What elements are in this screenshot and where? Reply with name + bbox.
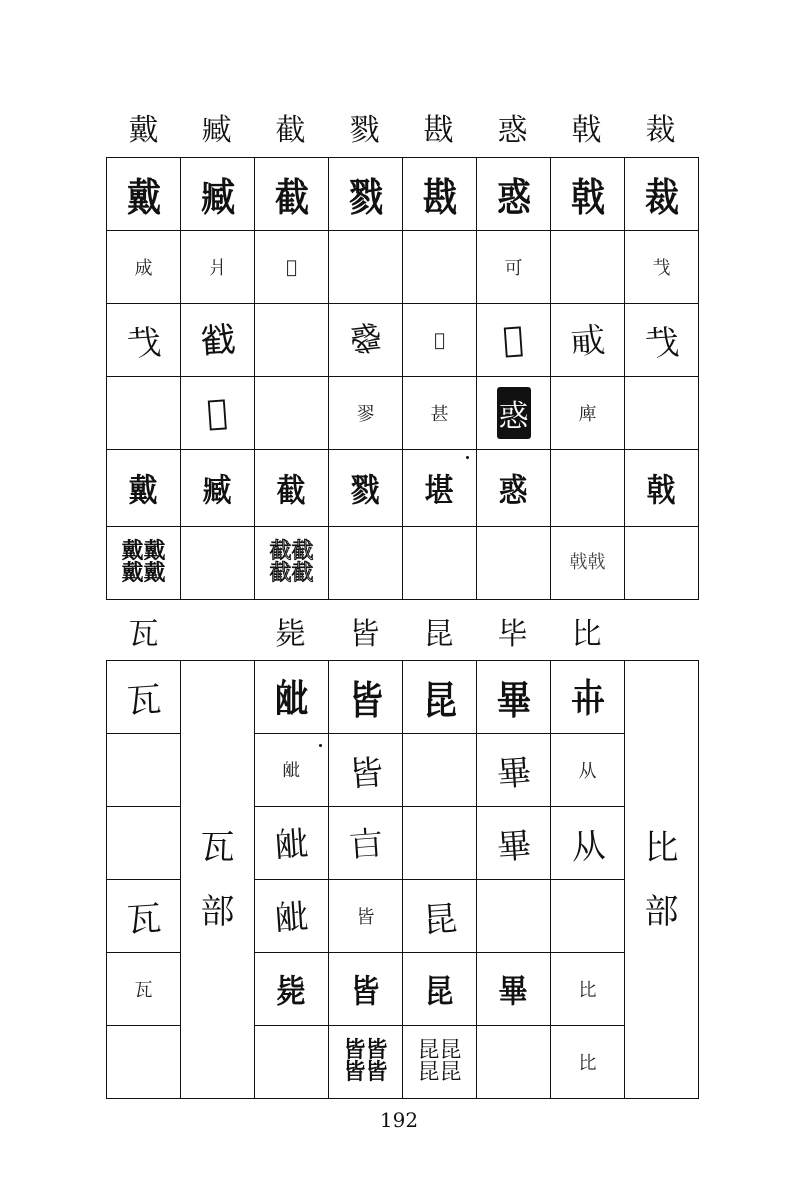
glyph-form: 可 [504,258,523,279]
glyph-cell [107,450,181,527]
glyph-form: 昆 [425,972,454,1010]
glyph-cell [477,377,551,450]
header-char: 惑 [497,113,528,148]
glyph-cell [255,880,329,953]
glyph-form: 畢 [497,678,530,725]
glyph-form: 戴 [127,175,160,222]
glyph-cell [477,527,551,600]
glyph-form: 戡 [423,175,456,222]
glyph-cell [255,807,329,880]
glyph-form: 𠂀 [434,329,445,351]
radical-label-bi [625,661,699,1099]
character-table-1 [106,157,699,600]
glyph-form: 𢨋 [347,318,384,362]
glyph-cell [107,880,181,953]
glyph-cell [255,304,329,377]
glyph-cell [255,231,329,304]
glyph-cell [477,880,551,953]
header-char: 毕 [497,617,528,652]
header-char: 瓦 [128,617,159,652]
glyph-form: 截 [277,471,306,509]
glyph-form: 𢦏 [652,258,671,279]
glyph-cell [403,304,477,377]
glyph-form: 戴戴戴戴 [121,539,166,586]
glyph-form: 臧 [201,175,234,222]
glyph-form: 瓦 [125,679,163,722]
glyph-form: 比 [578,980,597,1001]
glyph-cell [477,807,551,880]
glyph-form: 瓦 [125,898,163,941]
glyph-form: 庳 [578,404,597,425]
header-char: 皆 [349,617,380,652]
glyph-form: 畢 [495,752,533,795]
glyph-cell [329,527,403,600]
glyph-cell [551,231,625,304]
glyph-form: 瓦 [134,980,153,1001]
table-row [107,377,699,450]
glyph-cell [107,807,181,880]
glyph-cell [255,1026,329,1099]
glyph-cell [477,158,551,231]
glyph-cell [329,304,403,377]
glyph-form: 畢 [499,972,528,1010]
speck-mark [466,456,469,459]
glyph-form: 从 [578,761,597,782]
glyph-form: 从 [569,825,607,868]
glyph-form: 比 [578,1053,597,1074]
header-char: 戡 [423,113,454,148]
glyph-form: 爿 [208,258,227,279]
glyph-cell [107,953,181,1026]
glyph-cell [329,734,403,807]
glyph-cell [255,953,329,1026]
glyph-cell [625,377,699,450]
glyph-cell [107,661,181,734]
glyph-cell [551,527,625,600]
glyph-cell [255,527,329,600]
glyph-form: 皆皆皆皆 [343,1038,388,1085]
glyph-form: 𣬈 [273,823,310,866]
glyph-form: 𢦏 [643,322,681,365]
glyph-cell [255,377,329,450]
glyph-form: 𣅀 [347,823,384,866]
glyph-form: 𢧵 [199,319,236,362]
header-char: 戴 [128,113,159,148]
glyph-cell [107,377,181,450]
glyph-form: 𢤔 [501,319,526,361]
glyph-cell [477,450,551,527]
glyph-form: 惑 [499,471,528,509]
glyph-cell [551,807,625,880]
glyph-cell [107,304,181,377]
glyph-form: 惑 [497,387,531,439]
glyph-form: 戟戟 [569,552,606,573]
glyph-cell [477,1026,551,1099]
header-char: 毙 [275,617,306,652]
glyph-cell [107,527,181,600]
glyph-cell [477,734,551,807]
glyph-form: 戮 [349,175,382,222]
glyph-cell [477,953,551,1026]
glyph-cell [551,1026,625,1099]
glyph-form: 昆昆昆昆 [417,1038,462,1085]
glyph-form: 皆 [356,907,375,928]
glyph-cell [477,304,551,377]
radical-label-text: 瓦部 [200,827,235,932]
glyph-cell [403,527,477,600]
glyph-cell [181,158,255,231]
glyph-cell [403,880,477,953]
glyph-form: 甚 [430,404,449,425]
glyph-cell [551,880,625,953]
glyph-form: 昆 [421,898,459,941]
table-row [107,231,699,304]
character-table-2 [106,660,699,1099]
glyph-cell [403,661,477,734]
glyph-form: 𢦨 [569,320,606,363]
header-char: 臧 [201,113,232,148]
glyph-cell [625,527,699,600]
glyph-cell [181,450,255,527]
glyph-cell [625,450,699,527]
glyph-cell [329,661,403,734]
glyph-cell [181,527,255,600]
glyph-form: 惑 [497,175,530,222]
glyph-form: 𣬈 [282,760,301,781]
glyph-cell [107,1026,181,1099]
radical-label-text: 比部 [644,827,679,932]
glyph-form: 臧 [203,471,232,509]
header-char: 昆 [423,617,454,652]
glyph-cell [255,158,329,231]
glyph-cell [181,377,255,450]
glyph-form: 戴 [129,471,158,509]
page-number: 192 [379,1108,419,1132]
glyph-cell [329,880,403,953]
glyph-form: 𣬈 [275,675,308,722]
glyph-cell [477,661,551,734]
header-char: 戮 [349,113,380,148]
glyph-form: 皆 [347,752,385,795]
glyph-cell [255,661,329,734]
glyph-cell [551,377,625,450]
glyph-form: 畢 [495,825,533,868]
glyph-cell [329,377,403,450]
glyph-form: 戮 [351,471,380,509]
glyph-cell [255,734,329,807]
glyph-form: 昆 [423,678,456,725]
glyph-cell [329,953,403,1026]
glyph-form: 截截截截 [269,539,314,586]
glyph-form: 𢦏 [125,322,163,365]
glyph-cell [255,450,329,527]
glyph-cell [329,1026,403,1099]
glyph-form: 截 [275,175,308,222]
glyph-cell [551,661,625,734]
glyph-cell [625,304,699,377]
table-row [107,527,699,600]
glyph-cell [329,231,403,304]
glyph-cell [625,158,699,231]
header-char: 比 [571,617,602,652]
glyph-form: 戟 [647,471,676,509]
glyph-form: 裁 [645,175,678,222]
glyph-cell [181,231,255,304]
glyph-form: 皆 [351,972,380,1010]
glyph-cell [477,231,551,304]
table-row [107,304,699,377]
glyph-form: 戟 [571,175,604,222]
glyph-form: 𣬈 [273,896,310,939]
glyph-cell [403,1026,477,1099]
glyph-cell [107,158,181,231]
glyph-cell [551,734,625,807]
header-char: 截 [275,113,306,148]
speck-mark [319,744,322,747]
glyph-form: 𠦃 [571,675,604,722]
glyph-form: 𢦓 [134,258,153,279]
glyph-form: 翏 [356,404,375,425]
glyph-cell [551,450,625,527]
glyph-cell [403,734,477,807]
glyph-cell [329,450,403,527]
glyph-cell [551,953,625,1026]
glyph-cell [403,158,477,231]
glyph-form: 𤕫 [205,392,230,434]
glyph-cell [403,953,477,1026]
glyph-cell [403,377,477,450]
header-char: 裁 [645,113,676,148]
glyph-cell [403,231,477,304]
table-row [107,661,699,734]
radical-label-wa [181,661,255,1099]
table-row [107,158,699,231]
glyph-cell [403,807,477,880]
glyph-cell [329,158,403,231]
glyph-form: 毙 [277,972,306,1010]
table-row [107,450,699,527]
glyph-cell [625,231,699,304]
glyph-form: 堪 [425,471,454,509]
glyph-form: 𢧐 [286,256,297,278]
glyph-cell [181,304,255,377]
glyph-cell [107,734,181,807]
glyph-form: 皆 [349,678,382,725]
glyph-cell [551,158,625,231]
glyph-cell [329,807,403,880]
glyph-cell [403,450,477,527]
glyph-cell [107,231,181,304]
header-char: 戟 [571,113,602,148]
glyph-cell [551,304,625,377]
